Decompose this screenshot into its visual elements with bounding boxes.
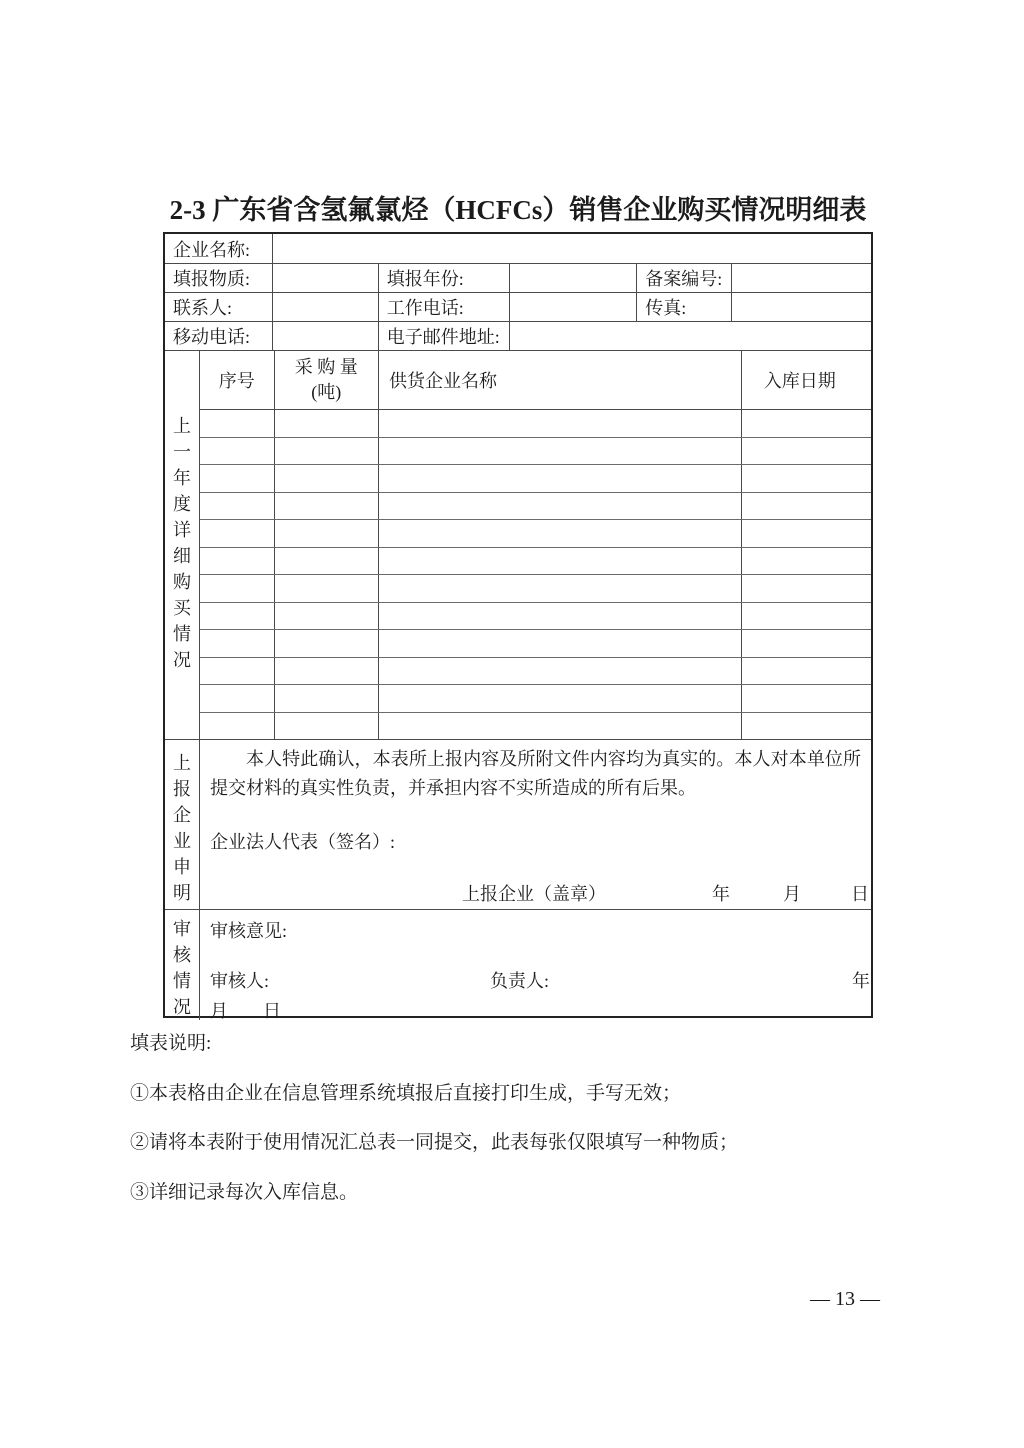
company-name-label: 企业名称: bbox=[165, 234, 273, 263]
cell-supplier-name bbox=[379, 713, 742, 740]
note-item-3: ③详细记录每次入库信息。 bbox=[130, 1182, 359, 1203]
cell-supplier-name bbox=[379, 438, 742, 465]
cell-supplier-name bbox=[379, 575, 742, 602]
cell-supplier-name bbox=[379, 493, 742, 520]
page-title: 2-3 广东省含氢氟氯烃（HCFCs）销售企业购买情况明细表 bbox=[169, 195, 867, 225]
review-year-label: 年 bbox=[852, 971, 870, 991]
cell-serial-number bbox=[200, 493, 275, 520]
fax-label: 传真: bbox=[637, 293, 731, 321]
info-row-substance bbox=[165, 264, 871, 293]
cell-purchase-quantity bbox=[275, 685, 379, 712]
contact-label: 联系人: bbox=[165, 293, 273, 321]
declaration-side-label: 上报企业申明 bbox=[173, 753, 191, 903]
cell-supplier-name bbox=[379, 520, 742, 547]
cell-supplier-name bbox=[379, 410, 742, 437]
cell-serial-number bbox=[200, 438, 275, 465]
cell-purchase-quantity bbox=[275, 410, 379, 437]
review-month-label: 月 bbox=[210, 1001, 228, 1021]
cell-supplier-name bbox=[379, 548, 742, 575]
contact-value bbox=[273, 293, 378, 321]
header-purchase-quantity bbox=[275, 351, 379, 409]
purchase-table-header bbox=[200, 351, 871, 410]
purchase-side-column bbox=[165, 351, 200, 739]
cell-serial-number bbox=[200, 630, 275, 657]
purchase-table-row bbox=[200, 630, 871, 658]
declaration-month-label: 月 bbox=[783, 884, 801, 904]
note-item-1: ①本表格由企业在信息管理系统填报后直接打印生成，手写无效； bbox=[130, 1083, 682, 1104]
info-row-company bbox=[165, 234, 871, 264]
cell-purchase-quantity bbox=[275, 465, 379, 492]
cell-serial-number bbox=[200, 465, 275, 492]
purchase-table-row bbox=[200, 410, 871, 438]
cell-serial-number bbox=[200, 713, 275, 740]
cell-purchase-quantity bbox=[275, 438, 379, 465]
responsible-person-label: 负责人: bbox=[490, 971, 550, 991]
hcfcs-purchase-form-table bbox=[163, 232, 873, 1021]
purchase-table-row bbox=[200, 713, 871, 740]
cell-storage-date bbox=[742, 493, 871, 520]
fax-value bbox=[732, 293, 871, 321]
substance-value bbox=[273, 264, 378, 292]
company-name-value bbox=[273, 234, 871, 263]
cell-storage-date bbox=[742, 410, 871, 437]
cell-storage-date bbox=[742, 520, 871, 547]
purchase-side-label: 上一年度详细购买情况 bbox=[173, 416, 191, 670]
cell-storage-date bbox=[742, 658, 871, 685]
record-no-value bbox=[732, 264, 871, 292]
cell-storage-date bbox=[742, 465, 871, 492]
record-no-label: 备案编号: bbox=[637, 264, 731, 292]
cell-storage-date bbox=[742, 548, 871, 575]
purchase-table-row bbox=[200, 603, 871, 631]
notes-heading: 填表说明: bbox=[130, 1033, 212, 1054]
info-row-contact bbox=[165, 293, 871, 322]
purchase-table-row bbox=[200, 520, 871, 548]
cell-storage-date bbox=[742, 630, 871, 657]
cell-purchase-quantity bbox=[275, 713, 379, 740]
cell-storage-date bbox=[742, 438, 871, 465]
review-side-label: 审核情况 bbox=[173, 919, 191, 1017]
cell-serial-number bbox=[200, 575, 275, 602]
purchase-table-row bbox=[200, 685, 871, 713]
cell-purchase-quantity bbox=[275, 603, 379, 630]
legal-representative-label: 企业法人代表（签名）: bbox=[210, 832, 395, 852]
cell-supplier-name bbox=[379, 658, 742, 685]
cell-serial-number bbox=[200, 410, 275, 437]
cell-serial-number bbox=[200, 603, 275, 630]
cell-supplier-name bbox=[379, 465, 742, 492]
review-day-label: 日 bbox=[263, 1001, 281, 1021]
note-item-2: ②请将本表附于使用情况汇总表一同提交，此表每张仅限填写一种物质； bbox=[130, 1132, 739, 1153]
cell-purchase-quantity bbox=[275, 575, 379, 602]
report-year-label: 填报年份: bbox=[379, 264, 510, 292]
email-label: 电子邮件地址: bbox=[379, 322, 510, 350]
cell-supplier-name bbox=[379, 603, 742, 630]
declaration-section bbox=[165, 740, 871, 910]
header-serial-number: 序号 bbox=[200, 351, 275, 409]
declaration-year-label: 年 bbox=[712, 884, 730, 904]
cell-storage-date bbox=[742, 575, 871, 602]
header-purchase-quantity-line2: (吨) bbox=[311, 382, 342, 402]
work-phone-label: 工作电话: bbox=[379, 293, 510, 321]
purchase-table-row bbox=[200, 493, 871, 521]
review-side-column bbox=[165, 910, 200, 1020]
header-storage-date: 入库日期 bbox=[763, 371, 836, 391]
cell-supplier-name bbox=[379, 685, 742, 712]
page-number: — 13 — bbox=[810, 1288, 880, 1310]
email-value bbox=[510, 322, 871, 350]
purchase-table-row bbox=[200, 438, 871, 466]
mobile-value bbox=[273, 322, 378, 350]
header-purchase-quantity-line1: 采 购 量 bbox=[294, 357, 358, 377]
cell-serial-number bbox=[200, 658, 275, 685]
company-stamp-label: 上报企业（盖章） bbox=[462, 884, 606, 904]
cell-purchase-quantity bbox=[275, 658, 379, 685]
purchase-table-row bbox=[200, 465, 871, 493]
cell-serial-number bbox=[200, 685, 275, 712]
cell-purchase-quantity bbox=[275, 493, 379, 520]
review-opinion-label: 审核意见: bbox=[210, 921, 288, 941]
cell-storage-date bbox=[742, 603, 871, 630]
cell-purchase-quantity bbox=[275, 520, 379, 547]
cell-serial-number bbox=[200, 520, 275, 547]
mobile-label: 移动电话: bbox=[165, 322, 273, 350]
cell-serial-number bbox=[200, 548, 275, 575]
declaration-day-label: 日 bbox=[851, 884, 869, 904]
purchase-table-row bbox=[200, 548, 871, 576]
declaration-side-column bbox=[165, 740, 200, 909]
info-row-mobile bbox=[165, 322, 871, 351]
cell-purchase-quantity bbox=[275, 630, 379, 657]
reviewer-label: 审核人: bbox=[210, 971, 270, 991]
review-section bbox=[165, 910, 871, 1020]
declaration-statement: 本人特此确认，本表所上报内容及所附文件内容均为真实的。本人对本单位所提交材料的真实性负责，并承担内容不实所造成的所有后果。 bbox=[210, 749, 861, 798]
report-year-value bbox=[510, 264, 637, 292]
cell-storage-date bbox=[742, 685, 871, 712]
purchase-table-body bbox=[200, 410, 871, 739]
header-supplier-name: 供货企业名称 bbox=[379, 351, 742, 409]
cell-purchase-quantity bbox=[275, 548, 379, 575]
work-phone-value bbox=[510, 293, 637, 321]
cell-storage-date bbox=[742, 713, 871, 740]
purchase-detail-section bbox=[165, 351, 871, 740]
substance-label: 填报物质: bbox=[165, 264, 273, 292]
purchase-table-row bbox=[200, 575, 871, 603]
purchase-table-row bbox=[200, 658, 871, 686]
cell-supplier-name bbox=[379, 630, 742, 657]
